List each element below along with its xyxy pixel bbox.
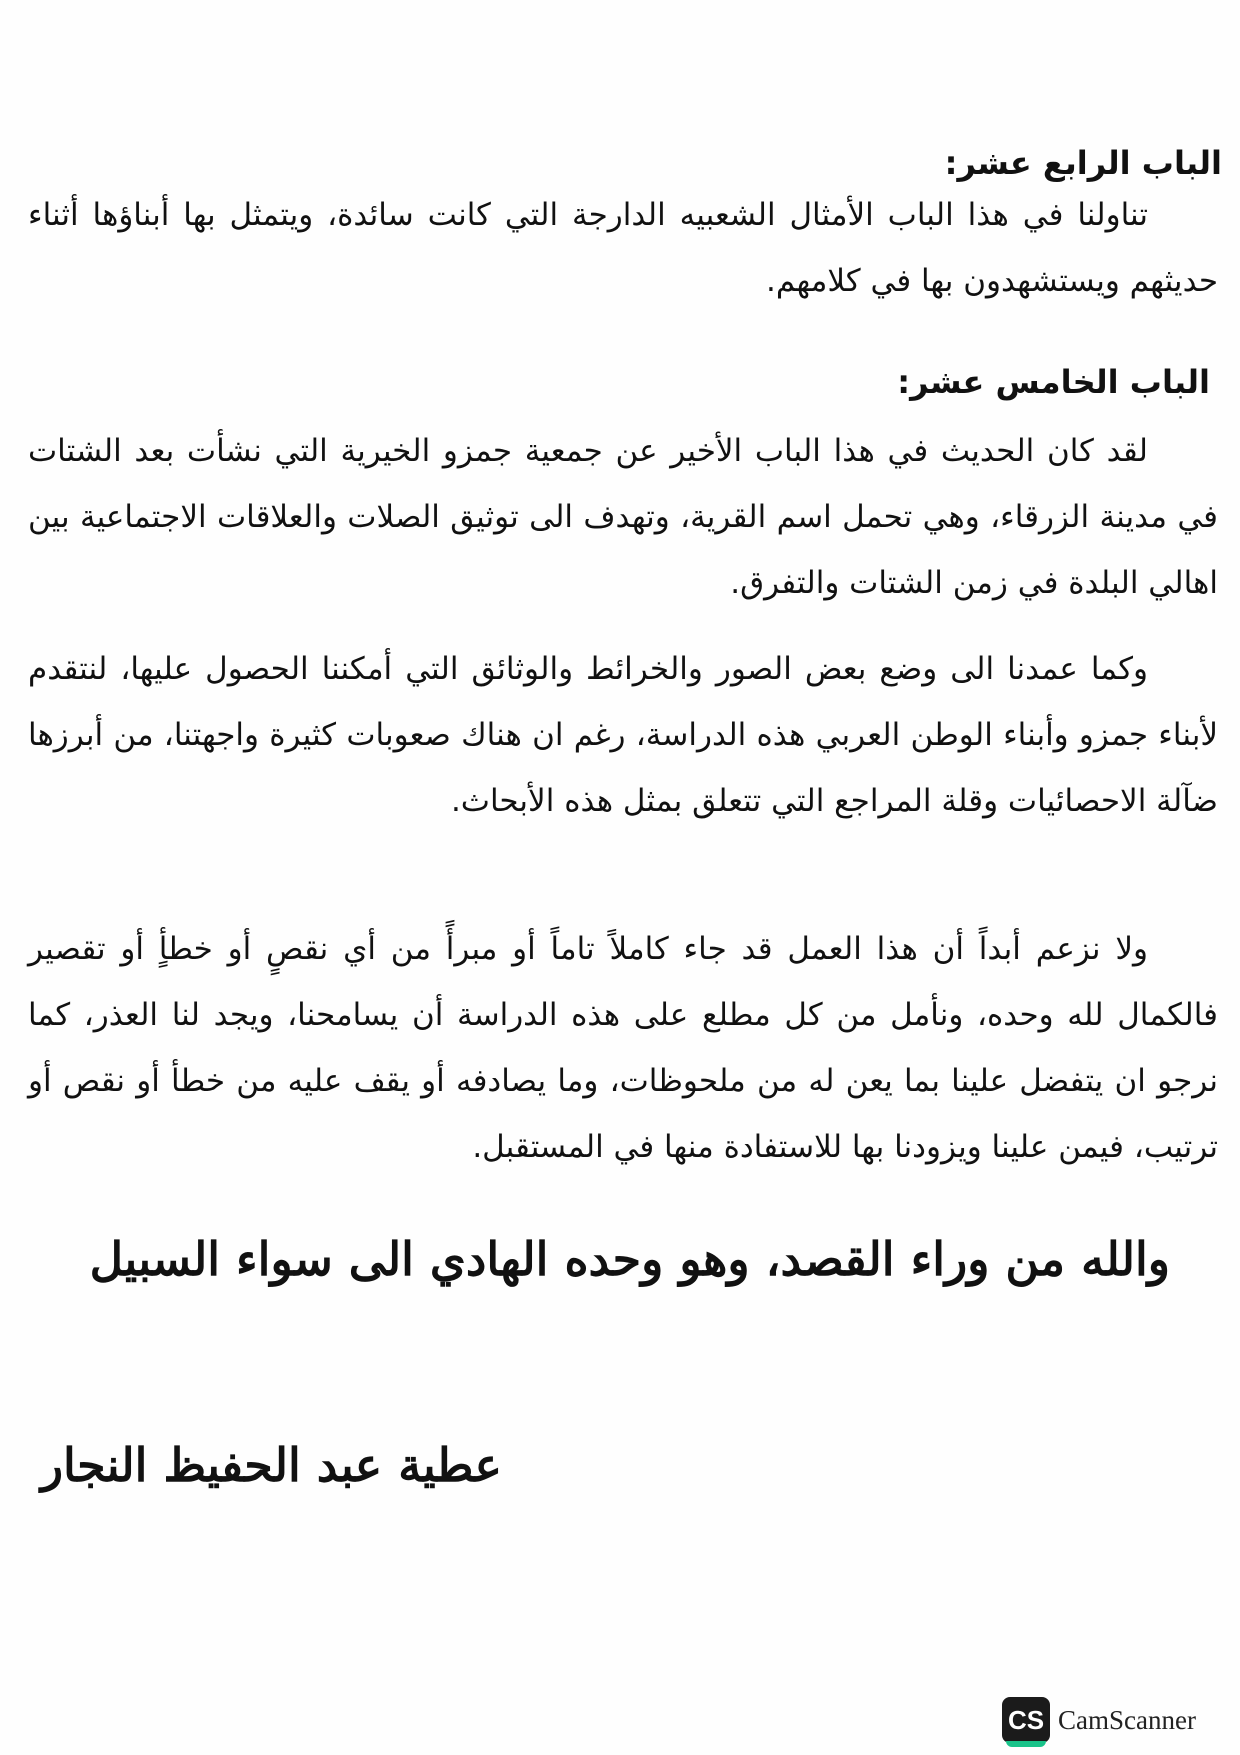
- chapter-15-heading: الباب الخامس عشر:: [897, 363, 1210, 401]
- chapter-15-paragraph-2: وكما عمدنا الى وضع بعض الصور والخرائط والوثائق التي أمكننا الحصول عليها، لنتقدم لأبناء جمزو وأبناء الوطن العربي هذه الدراسة، رغم ان هناك صعوبات كثيرة واجهتنا، من أبرزها ضآلة الاحصائيات وقلة المراجع التي تتعلق بمثل هذه الأبحاث.: [28, 651, 1218, 819]
- camscanner-logo-icon: CS: [1002, 1697, 1050, 1743]
- author-signature: عطية عبد الحفيظ النجار: [40, 1438, 502, 1492]
- chapter-15-paragraph-3: ولا نزعم أبداً أن هذا العمل قد جاء كاملاً تاماً أو مبرأً من أي نقصٍ أو خطأٍ أو تقصير فالكمال لله وحده، ونأمل من كل مطلع على هذه الدراسة أن يسامحنا، ويجد لنا العذر، كما نرجو ان يتفضل علينا بما يعن له من ملحوظات، وما يصادفه أو يقف عليه من خطأ أو نقص أو ترتيب، فيمن علينا ويزودنا بها للاستفادة منها في المستقبل.: [28, 931, 1218, 1165]
- camscanner-watermark: [1002, 1697, 1196, 1743]
- camscanner-name: CamScanner: [1058, 1704, 1196, 1735]
- chapter-15-paragraph-1: لقد كان الحديث في هذا الباب الأخير عن جمعية جمزو الخيرية التي نشأت بعد الشتات في مدينة الزرقاء، وهي تحمل اسم القرية، وتهدف الى توثيق الصلات والعلاقات الاجتماعية بين اهالي البلدة في زمن الشتات والتفرق.: [28, 433, 1218, 601]
- chapter-14-heading: الباب الرابع عشر:: [944, 144, 1222, 182]
- closing-phrase: والله من وراء القصد، وهو وحده الهادي الى سواء السبيل: [89, 1232, 1170, 1286]
- chapter-14-paragraph: تناولنا في هذا الباب الأمثال الشعبيه الدارجة التي كانت سائدة، ويتمثل بها أبناؤها أثناء حديثهم ويستشهدون بها في كلامهم.: [28, 197, 1218, 299]
